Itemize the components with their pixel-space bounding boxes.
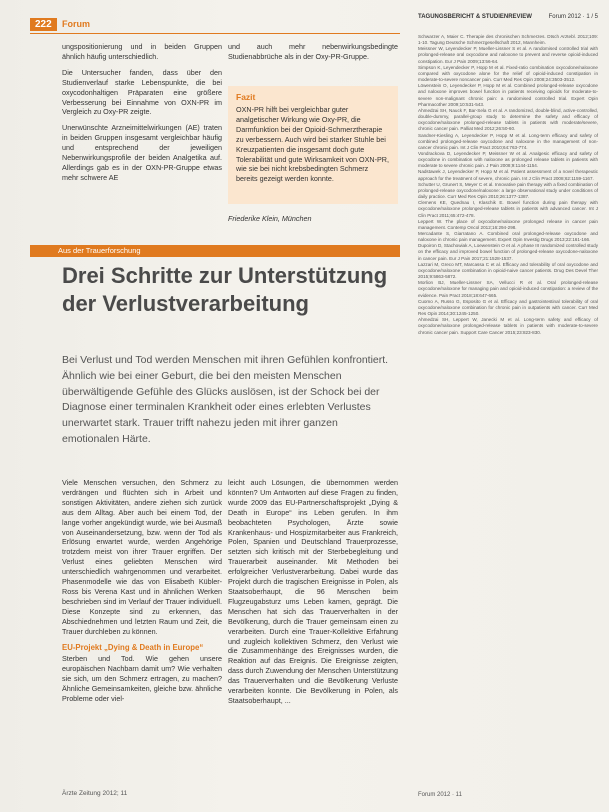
fazit-body: OXN-PR hilft bei vergleichbar guter analgetischer Wirkung wie Oxy-PR, die Darmfunktion bei der Opioid-Schmerztherapie zu verbessern. Auch wird bei starker Stuhle bei Kreuzpatienten die insgesamt doch gute Tolerabilität und gute Wirksamkeit von OXN-PR, wie sie bei nicht krebsbedingten Schmerz bereits gezeigt werden konnte. xyxy=(236,105,389,184)
reference-item: Ahmedzai SH, Nauck F, Bar-Sela G et al. A randomized, double-blind, active-controlled, double-dummy, parallel-group study to determine the safety and efficacy of oxycodone/naloxone prolonged-release tablets in patients with moderate/severe, chronic cancer pain. Palliat Med 2012;26:50-60. xyxy=(418,107,598,132)
reference-list xyxy=(418,34,598,336)
article-paragraph: leicht auch Lösungen, die übernommen werden könnten? Um Antworten auf diese Fragen zu finden, wurde 2009 das EU-Partnerschaftsprojekt „Dying & Death in Europe“ ins Leben gerufen. In ihm beobachteten Psychologen, Ärzte sowie Krankenhaus- und Hospizmitarbeiter aus Frankreich, Polen, Spanien und Deutschland Trauerprozesse, setzten sich kritisch mit der Sterbebegleitung und Trauerarbeit auseinander. Mit Methoden bei erfolgreicher Verlustverarbeitung. Dabei wurde das Projekt durch die tragischen Ereignisse in Polen, als Staatsoberhaupt, die 96 Menschen beim Flugzeugabsturz ums Leben kamen, geprägt. Die Menschen hat sich das Trauerverhalten in der Bevölkerung, durch die Trauer gemeinsam einen zu verarbeiten. Durch eine Trauer-Kollektive Erfahrung und zugleich kollektiven Schmerz, den Verlust wie die Zusammenhänge des Ereignisses wurden, die Reaktion auf das Ereignis. Die Ereignisse zeigten, dass durch Zuwendung der Menschen Unterstützung das Trauerverhalten und die Bevölkerung Verluste verarbeiten konnte. Die Bevölkerung in Polen, als Staatsoberhaupt, ... xyxy=(228,478,398,705)
reference-item: Sandner-Kiesling A, Leyendecker P, Hopp M et al. Long-term efficacy and safety of combined prolonged-release oxycodone and naloxone in the management of non-cancer chronic pain. Int J Clin Pract 2010;64:763-774. xyxy=(418,132,598,150)
reference-item: Löwenstein O, Leyendecker P, Hopp M et al. Combined prolonged-release oxycodone and naloxone improves bowel function in patients receiving opioids for moderate-to-severe non-malignant chronic pain: a randomised controlled trial. Expert Opin Pharmacother 2009;10:531-543. xyxy=(418,83,598,107)
reference-item: Vondrackova D, Leyendecker P, Meissner W et al. Analgesic efficacy and safety of oxycodone in combination with naloxone as prolonged release tablets in patients with moderate to severe chronic pain. J Pain 2008;9:1144-1154. xyxy=(418,150,598,169)
reference-item: Mercadante S, Giarratano A. Combined oral prolonged-release oxycodone and naloxone in chronic pain management. Expert Opin Investig Drugs 2013;22:161-166. xyxy=(418,231,598,243)
article-headline: Drei Schritte zur Unterstützung der Verlustverarbeitung xyxy=(62,263,388,316)
header-rule xyxy=(30,33,400,34)
author-credit: Friederike Klein, München xyxy=(228,214,312,223)
top-mid-intro: und auch mehr nebenwirkungsbedingte Studienabbrüche als in der Oxy-PR-Gruppe. xyxy=(228,42,398,61)
article-paragraph: Sterben und Tod. Wie gehen unsere europäischen Nachbarn damit um? Wie verhalten sie sich, um den Schmerz ertragen, zu machen? Ähnliche Gemeinsamkeiten, gleiche bzw. ähnliche Probleme oder viel- xyxy=(62,654,222,704)
reference-item: Schwarzer A, Maier C. Therapie des chronischen Schmerzes. Dtsch Arztebl. 2012;109: 1-10. Tagung Deutsche Schmerzgesellschaft 2012, Mannheim. xyxy=(418,34,598,46)
reference-item: Ahmedzai SH, Leppert W, Janecki M et al. Long-term safety and efficacy of oxycodone/naloxone prolonged-release tablets in patients with moderate-to-severe chronic cancer pain. Support Care Cancer 2015;23:823-830. xyxy=(418,317,598,335)
reference-item: Clemens KE, Quednau I, Klaschik E. Bowel function during pain therapy with oxycodone/naloxone prolonged-release tablets in patients with advanced cancer. Int J Clin Pract 2011;65:472-478. xyxy=(418,200,598,218)
article-kicker: Aus der Trauerforschung xyxy=(30,245,400,257)
article-lead: Bei Verlust und Tod werden Menschen mit ihren Gefühlen konfrontiert. Ähnlich wie bei einer Geburt, die bei den meisten Menschen überwältigende Gefühle des Glücks auslösen, ist der Schock bei der Diagnose einer terminalen Krankheit oder eines erlebten Verlustes unerwartet stark. Trauer trifft nahezu jeden mit ihrer ganzen emotionalen Härte. xyxy=(62,354,389,445)
reference-item: Dupoiron D, Stachowiak A, Loewenstein O et al. A phase III randomized controlled study on the efficacy and improved bowel function of prolonged-release oxycodone-naloxone in cancer pain. Eur J Pain 2017;21:1528-1537. xyxy=(418,243,598,261)
top-left-paragraph: Unerwünschte Arzneimittelwirkungen (AE) traten in beiden Gruppen insgesamt vergleichbar häufig und entsprechend der jeweiligen Nebenwirkungsprofile der beiden Analgetika auf. Allerdings gab es in der OXN-PR-Gruppe etwas mehr schwere AE xyxy=(62,123,222,182)
reference-item: Morlion BJ, Mueller-Lissner SA, Vellucci R et al. Oral prolonged-release oxycodone/naloxone for managing pain and opioid-induced constipation: a review of the evidence. Pain Pract 2018;18:647-665. xyxy=(418,280,598,298)
reference-item: Meissner W, Leyendecker P, Mueller-Lissner S et al. A randomised controlled trial with prolonged-release oral oxycodone and naloxone to prevent and reverse opioid-induced constipation. Eur J Pain 2009;13:56-64. xyxy=(418,46,598,64)
page-footer: Ärzte Zeitung 2012; 11 xyxy=(62,790,128,797)
fazit-title: Fazit xyxy=(236,92,256,102)
reference-item: Lazzari M, Greco MT, Marcassa C et al. Efficacy and tolerability of oral oxycodone and oxycodone/naloxone combination in opioid-naive cancer patients. Drug Des Devel Ther 2015;9:5863-5872. xyxy=(418,261,598,280)
fazit-box xyxy=(228,86,398,204)
reference-item: Simpson K, Leyendecker P, Hopp M et al. Fixed-ratio combination oxycodone/naloxone compared with oxycodone alone for the relief of opioid-induced constipation in moderate-to-severe noncancer pain. Curr Med Res Opin 2008;24:3503-3512. xyxy=(418,64,598,83)
right-header-title: TAGUNGSBERICHT & STUDIENREVIEW xyxy=(418,14,532,20)
article-paragraph: Viele Menschen versuchen, den Schmerz zu verdrängen und flüchten sich in Arbeit und sonstigen Aktivitäten, andere ziehen sich zurück aus dem Alltag. Aber auch bei einem Tod, der lange vorher angekündigt wurde, wie bei Ausmaß von Auseinandersetzung, bzw. wenn der Tod als Erlösung erwartet wurde, werden Angehörige trotzdem meist von ihrer Trauer ergriffen. Der Verlust eines geliebten Menschen wird unterschiedlich wahrgenommen und verarbeitet. Phasenmodelle wie das von Elisabeth Kübler-Ross bis Verena Kast und in ähnlichen Werken beschrieben sind im Verlauf der Trauer individuell. Diese Konzepte sind zu erkennen, das Abschiednehmen und letzten Raum und Zeit, die Trauer durchleben zu können. xyxy=(62,478,222,636)
section-label: Forum xyxy=(62,19,90,29)
top-left-paragraph: Die Untersucher fanden, dass über den Studienverlauf starke Lebenspunkte, die bei oxycodonhaltigen Präparaten eine größere Verbesserung bei Einnahme von OXN-PR im Vergleich zu Oxy-PR zeigte. xyxy=(62,67,222,117)
reference-item: Leppert W. The place of oxycodone/naloxone prolonged release in cancer pain management. Contemp Oncol 2012;16:294-298. xyxy=(418,218,598,230)
right-column-header xyxy=(418,14,598,20)
right-footer: Forum 2012 · 11 xyxy=(418,792,462,798)
page-number: 222 xyxy=(30,18,57,31)
right-header-meta: Forum 2012 · 1 / 5 xyxy=(548,14,598,20)
top-left-paragraph: ungspositionierung und in beiden Gruppen ähnlich häufig unterschiedlich. xyxy=(62,42,222,61)
reference-item: Cuomo A, Russo G, Esposito G et al. Efficacy and gastrointestinal tolerability of oral oxycodone/naloxone combination for chronic pain in outpatients with cancer. Curr Med Res Opin 2014;30:1245-1250. xyxy=(418,298,598,317)
article-column-1 xyxy=(62,478,222,786)
article-subheading: EU-Projekt „Dying & Death in Europe“ xyxy=(62,642,204,652)
reference-item: Nadstawek J, Leyendecker P, Hopp M et al. Patient assessment of a novel therapeutic approach for the treatment of severe, chronic pain. Int J Clin Pract 2008;62:1159-1167. xyxy=(418,169,598,181)
top-left-column xyxy=(62,42,222,189)
reference-item: Schutter U, Grunert S, Meyer C et al. Innovative pain therapy with a fixed combination of prolonged-release oxycodone/naloxone: a large observational study under conditions of daily practice. Curr Med Res Opin 2010;26:1377-1387. xyxy=(418,181,598,200)
article-column-2 xyxy=(228,478,398,786)
